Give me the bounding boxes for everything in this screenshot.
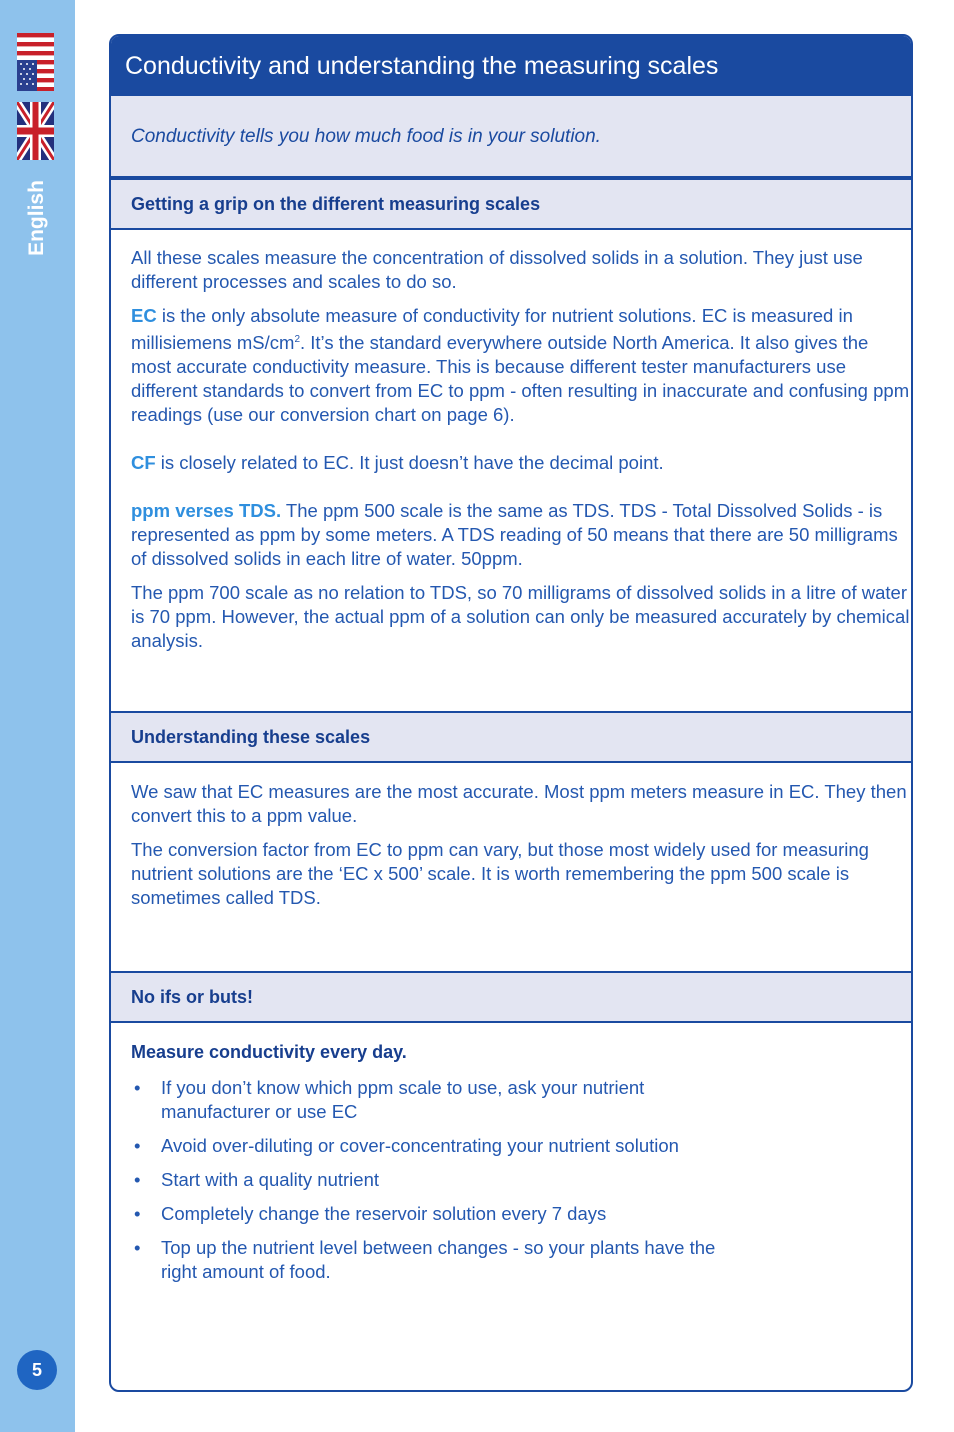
paragraph-ppm700: The ppm 700 scale as no relation to TDS, so 70 milligrams of dissolved solids in a litre of water is 70 ppm. However, the actual ppm of a solution can only be measured accurately by chemical analysis.: [131, 582, 910, 652]
paragraph: We saw that EC measures are the most accurate. Most ppm meters measure in EC. They then convert this to a ppm value.: [131, 781, 907, 826]
section-heading-measuring-scales: Getting a grip on the different measuring scales: [111, 178, 911, 230]
section-body-understanding-scales: [131, 780, 913, 920]
uk-flag-icon: [17, 102, 54, 160]
content-panel: [109, 34, 913, 1392]
paragraph: The conversion factor from EC to ppm can vary, but those most widely used for measuring nutrient solutions are the ‘EC x 500’ scale. It is worth remembering the ppm 500 scale is sometimes called TDS.: [131, 839, 869, 908]
list-item: • Start with a quality nutrient: [134, 1169, 379, 1190]
paragraph-cf: [131, 451, 913, 475]
bullet-icon: •: [134, 1077, 141, 1098]
superscript: 2: [294, 334, 300, 345]
cf-text: is closely related to EC. It just doesn’t have the decimal point.: [155, 452, 664, 474]
keyword-cf: CF: [131, 452, 156, 474]
bullet-icon: •: [134, 1237, 141, 1258]
ppm-text: The ppm 500 scale is the same as TDS. TDS - Total Dissolved Solids - is represented as ppm by some meters. A TDS reading of 50 means that there are 50 milligrams of dissolved solids in each litre of water. 50ppm.: [131, 500, 898, 570]
page-number: 5: [17, 1350, 57, 1390]
section-heading-understanding-scales: Understanding these scales: [111, 711, 911, 763]
language-label: English: [25, 180, 48, 256]
us-flag-icon: [17, 33, 54, 91]
paragraph-ec: [131, 304, 913, 427]
ec-text-a: is the only absolute measure of conductivity for nutrient solutions. EC is measured in millisiemens mS/cm: [131, 305, 853, 354]
page-title: Conductivity and understanding the measuring scales: [111, 36, 911, 96]
ec-text-b: . It’s the standard everywhere outside North America. It also gives the most accurate conductivity measure. This is because different tester manufacturers use different standards to convert from EC to ppm - often resulting in inaccurate and confusing ppm readings (use our conversion chart on page 6).: [131, 332, 910, 426]
section-body-measuring-scales: [131, 246, 913, 663]
list-item: • Top up the nutrient level between changes - so your plants have the right amount of food.: [134, 1237, 716, 1282]
paragraph: All these scales measure the concentration of dissolved solids in a solution. They just use different processes and scales to do so.: [131, 247, 863, 292]
tips-list: [131, 1076, 913, 1284]
bullet-icon: •: [134, 1203, 141, 1224]
keyword-ec: EC: [131, 305, 157, 326]
list-item: • If you don’t know which ppm scale to use, ask your nutrient manufacturer or use EC: [134, 1077, 645, 1122]
paragraph-ppm: [131, 499, 913, 571]
section-heading-no-ifs: No ifs or buts!: [111, 971, 911, 1023]
bullet-icon: •: [134, 1169, 141, 1190]
section-body-no-ifs: [131, 1040, 913, 1294]
lead-line: Measure conductivity every day.: [131, 1042, 407, 1062]
intro-text: Conductivity tells you how much food is in your solution.: [131, 126, 601, 147]
sidebar: [0, 0, 75, 1432]
keyword-ppm-tds: ppm verses TDS.: [131, 500, 282, 522]
bullet-icon: •: [134, 1135, 141, 1156]
intro-band: [111, 96, 911, 178]
list-item: • Avoid over-diluting or cover-concentrating your nutrient solution: [134, 1135, 679, 1156]
list-item: • Completely change the reservoir solution every 7 days: [134, 1203, 607, 1224]
